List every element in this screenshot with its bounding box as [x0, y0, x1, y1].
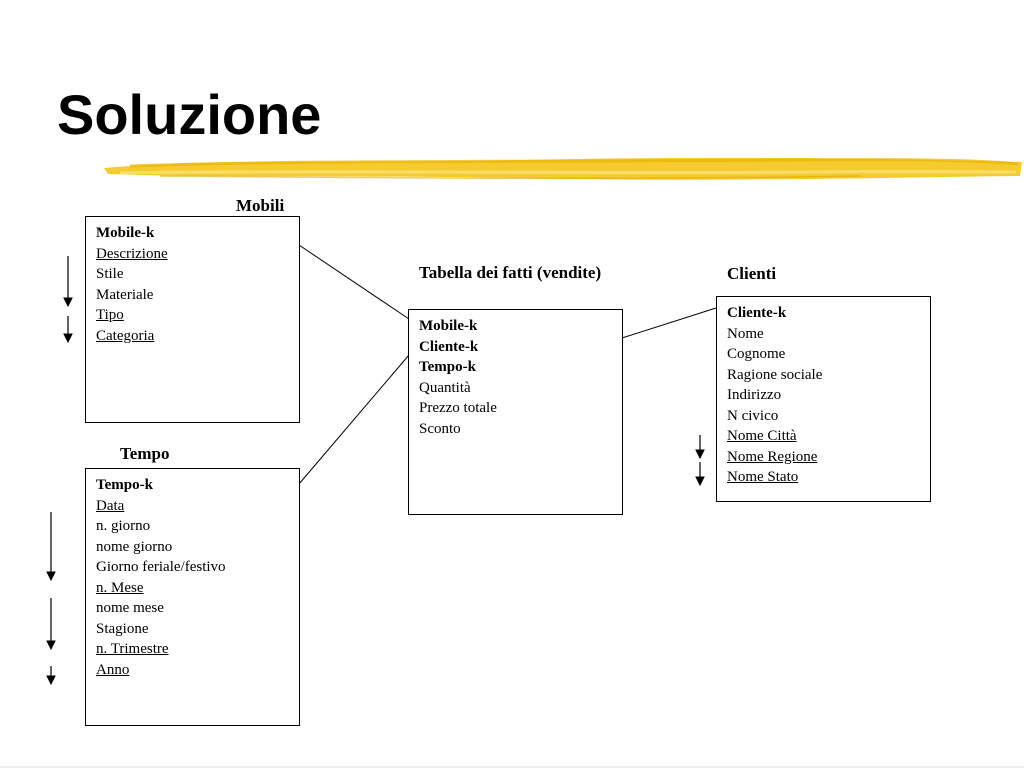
clienti-field: Ragione sociale: [727, 366, 823, 383]
tempo-field: nome mese: [96, 600, 164, 616]
tempo-field: Tempo-k: [96, 477, 153, 493]
tempo-field: n. Mese: [96, 579, 144, 596]
mobili-field: Descrizione: [96, 245, 168, 262]
mobili-field: Tipo: [96, 307, 124, 323]
fatti-field: Quantità: [419, 379, 471, 396]
tempo-table-label: Tempo: [120, 444, 170, 463]
clienti-field: Nome Stato: [727, 469, 799, 485]
fatti-field: Mobile-k: [419, 318, 478, 334]
fatti-table: [408, 309, 623, 515]
arrow-down-icon: [64, 316, 72, 342]
clienti-field: Cliente-k: [727, 305, 787, 321]
clienti-field: Nome Regione: [727, 448, 818, 465]
fatti-field: Tempo-k: [419, 359, 476, 375]
connector-mobili-fatti: [299, 245, 409, 319]
mobili-table: [85, 216, 300, 423]
fatti-field: Sconto: [419, 420, 461, 437]
tempo-field: Anno: [96, 661, 130, 678]
arrow-down-icon: [696, 435, 704, 458]
mobili-field: Mobile-k: [96, 225, 155, 241]
connector-tempo-fatti: [299, 355, 409, 484]
fatti-field: Cliente-k: [419, 338, 479, 355]
fatti-field: Prezzo totale: [419, 400, 497, 416]
tempo-field: n. giorno: [96, 518, 151, 534]
clienti-field: Nome: [727, 325, 764, 342]
connector-fatti-clienti: [622, 308, 716, 338]
arrow-down-icon: [47, 598, 55, 649]
arrow-down-icon: [47, 666, 55, 684]
mobili-table-label: Mobili: [236, 196, 285, 215]
slide-title: Soluzione: [57, 83, 322, 146]
fatti-table-label: Tabella dei fatti (vendite): [419, 263, 602, 282]
tempo-field: nome giorno: [96, 538, 173, 555]
tempo-table: [85, 468, 300, 726]
clienti-table-label: Clienti: [727, 264, 777, 283]
tempo-field: Stagione: [96, 620, 149, 637]
mobili-field: Categoria: [96, 327, 155, 344]
tempo-field: Giorno feriale/festivo: [96, 559, 226, 575]
tempo-field: Data: [96, 497, 125, 514]
mobili-field: Materiale: [96, 286, 154, 303]
clienti-field: Cognome: [727, 346, 786, 362]
arrow-down-icon: [47, 512, 55, 580]
tempo-field: n. Trimestre: [96, 641, 169, 657]
mobili-field: Stile: [96, 266, 124, 282]
arrow-down-icon: [64, 256, 72, 306]
clienti-table: [716, 296, 931, 502]
clienti-field: Indirizzo: [727, 387, 782, 403]
arrow-down-icon: [696, 462, 704, 485]
clienti-field: N civico: [727, 407, 779, 424]
clienti-field: Nome Città: [727, 428, 797, 444]
